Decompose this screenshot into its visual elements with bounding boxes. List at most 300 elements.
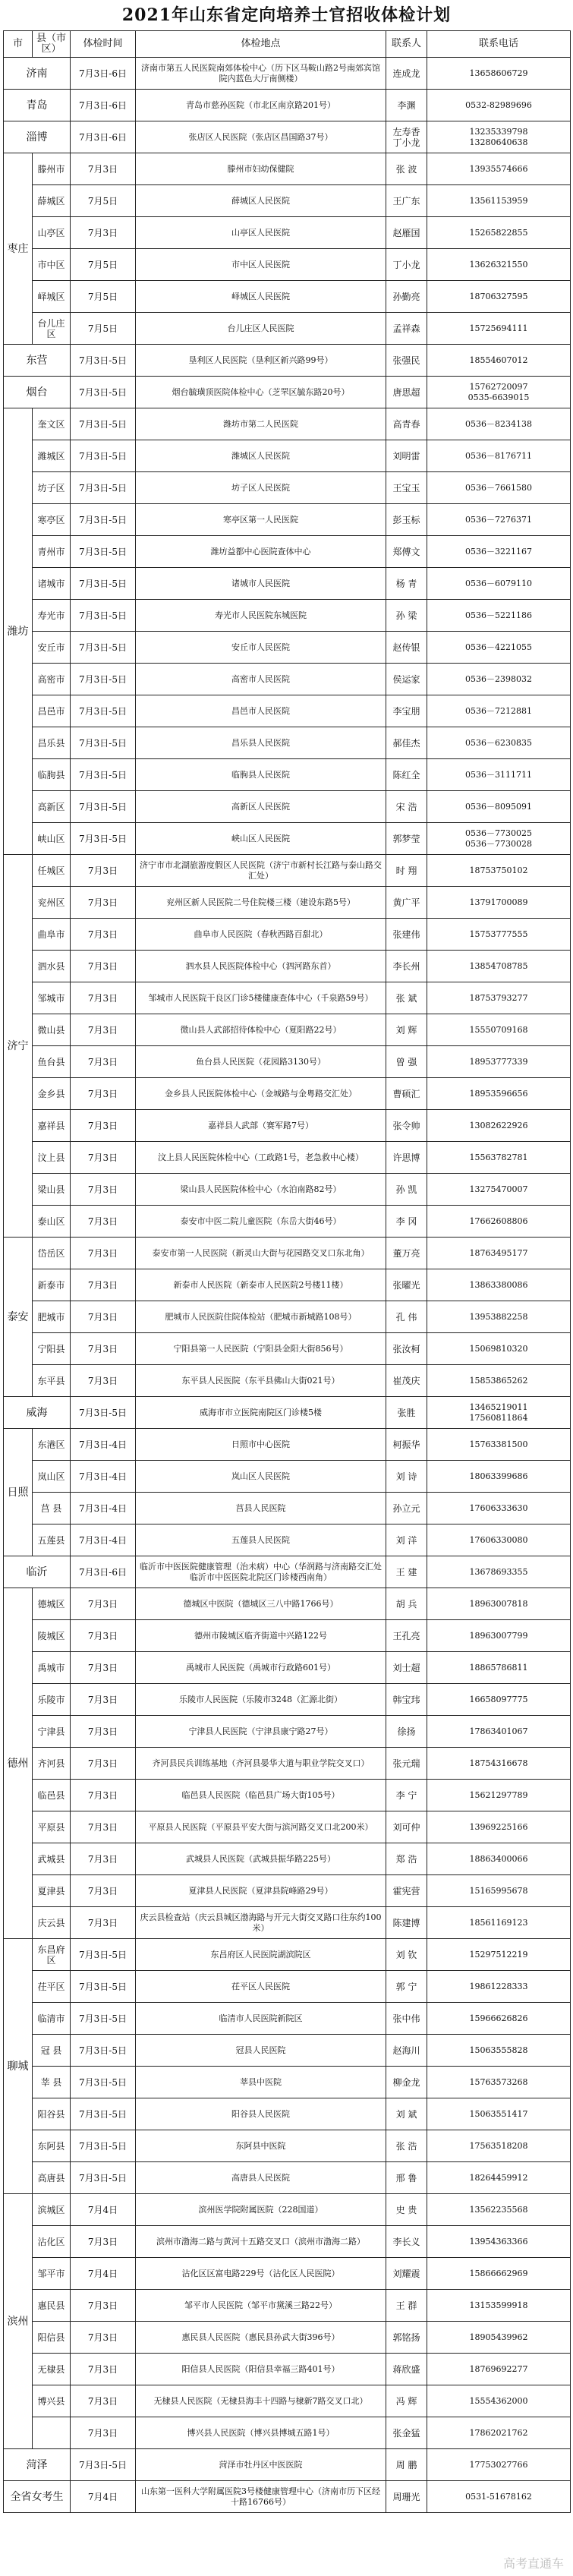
place-cell: 兖州区新人民医院二号住院楼三楼（建设东路5号）	[136, 887, 386, 919]
county-cell: 兖州区	[33, 887, 71, 919]
place-cell: 惠民县人民医院（惠民县孙武大街396号）	[136, 2322, 386, 2354]
time-cell: 7月3日-5日	[71, 791, 136, 823]
table-row	[4, 695, 571, 727]
phone-cell: 15725694111	[427, 313, 571, 345]
place-cell: 昌邑市人民医院	[136, 695, 386, 727]
place-cell: 安丘市人民医院	[136, 632, 386, 664]
contact-cell: 张金猛	[386, 2417, 427, 2449]
phone-cell: 13791700089	[427, 887, 571, 919]
time-cell: 7月3日	[71, 1238, 136, 1269]
watermark: 高考直通车	[502, 2556, 564, 2571]
contact-cell: 彭玉标	[386, 504, 427, 536]
time-cell: 7月3日-6日	[71, 90, 136, 121]
contact-cell: 赵雁国	[386, 217, 427, 249]
county-cell: 金乡县	[33, 1078, 71, 1110]
table-row	[4, 2035, 571, 2067]
phone-cell: 0536－7730025 0536－7730028	[427, 823, 571, 855]
county-cell: 无棣县	[33, 2354, 71, 2385]
county-cell: 台儿庄区	[33, 313, 71, 345]
place-cell: 德州市陵城区临齐街道中兴路122号	[136, 1620, 386, 1652]
contact-cell: 李渊	[386, 90, 427, 121]
phone-cell: 18905439962	[427, 2322, 571, 2354]
phone-cell: 0536－8176711	[427, 440, 571, 472]
place-cell: 滨州医学院附属医院（228国道）	[136, 2194, 386, 2226]
table-row	[4, 217, 571, 249]
county-cell: 鱼台县	[33, 1046, 71, 1078]
table-row	[4, 58, 571, 90]
table-row	[4, 2098, 571, 2130]
table-row	[4, 982, 571, 1014]
phone-cell: 15069810320	[427, 1333, 571, 1365]
time-cell: 7月3日	[71, 1652, 136, 1684]
table-row	[4, 2130, 571, 2162]
city-cell: 潍坊	[4, 408, 33, 855]
table-row	[4, 121, 571, 153]
phone-cell: 18554607012	[427, 345, 571, 377]
contact-cell: 赵传银	[386, 632, 427, 664]
time-cell: 7月3日	[71, 1046, 136, 1078]
contact-cell: 孙立元	[386, 1493, 427, 1524]
time-cell: 7月3日	[71, 1301, 136, 1333]
phone-cell: 13863380086	[427, 1269, 571, 1301]
table-row	[4, 408, 571, 440]
table-row	[4, 2162, 571, 2194]
place-cell: 新泰市人民医院（新泰市人民医院2号楼11楼）	[136, 1269, 386, 1301]
table-row	[4, 1716, 571, 1748]
place-cell: 莘县中医院	[136, 2067, 386, 2098]
table-header-row	[4, 31, 571, 58]
contact-cell: 刘 诗	[386, 1461, 427, 1493]
place-cell: 莒县人民医院	[136, 1493, 386, 1524]
phone-cell: 13954363366	[427, 2226, 571, 2258]
time-cell: 7月3日-5日	[71, 2162, 136, 2194]
contact-cell: 孙勤亮	[386, 281, 427, 313]
table-row	[4, 2290, 571, 2322]
time-cell: 7月3日-5日	[71, 2130, 136, 2162]
county-cell: 坊子区	[33, 472, 71, 504]
contact-cell: 孔 伟	[386, 1301, 427, 1333]
contact-cell: 张 波	[386, 153, 427, 185]
phone-cell: 18063399686	[427, 1461, 571, 1493]
contact-cell: 王广东	[386, 185, 427, 217]
phone-cell: 15165995678	[427, 1875, 571, 1907]
contact-cell: 刘 辉	[386, 1014, 427, 1046]
table-row	[4, 2449, 571, 2481]
table-row	[4, 2258, 571, 2290]
phone-cell: 0536－4221055	[427, 632, 571, 664]
table-row	[4, 1748, 571, 1780]
city-cell: 泰安	[4, 1238, 33, 1397]
time-cell: 7月3日	[71, 1811, 136, 1843]
phone-cell: 0536－5221186	[427, 600, 571, 632]
county-cell: 莘 县	[33, 2067, 71, 2098]
time-cell: 7月3日	[71, 1206, 136, 1238]
table-row	[4, 727, 571, 759]
county-cell: 昌乐县	[33, 727, 71, 759]
time-cell: 7月3日	[71, 2354, 136, 2385]
county-cell: 青州市	[33, 536, 71, 568]
contact-cell: 李长义	[386, 2226, 427, 2258]
phone-cell: 13082622926	[427, 1110, 571, 1142]
place-cell: 冠县人民医院	[136, 2035, 386, 2067]
time-cell: 7月3日-5日	[71, 472, 136, 504]
contact-cell: 宋 浩	[386, 791, 427, 823]
time-cell: 7月3日	[71, 153, 136, 185]
time-cell: 7月5日	[71, 281, 136, 313]
table-row	[4, 249, 571, 281]
contact-cell: 胡 兵	[386, 1588, 427, 1620]
city-cell: 济宁	[4, 855, 33, 1238]
contact-cell: 连成龙	[386, 58, 427, 90]
county-cell: 东阿县	[33, 2130, 71, 2162]
county-cell: 岱岳区	[33, 1238, 71, 1269]
time-cell: 7月3日	[71, 1365, 136, 1397]
table-row	[4, 791, 571, 823]
phone-cell: 17606330080	[427, 1524, 571, 1556]
county-cell: 高密市	[33, 664, 71, 695]
table-row	[4, 1174, 571, 1206]
time-cell: 7月3日-5日	[71, 664, 136, 695]
city-cell: 济南	[4, 58, 71, 90]
time-cell: 7月3日-4日	[71, 1493, 136, 1524]
place-cell: 日照市中心医院	[136, 1429, 386, 1461]
place-cell: 诸城市人民医院	[136, 568, 386, 600]
table-row	[4, 1301, 571, 1333]
contact-cell: 邢 鲁	[386, 2162, 427, 2194]
county-cell: 武城县	[33, 1843, 71, 1875]
table-row	[4, 1939, 571, 1971]
time-cell: 7月3日-6日	[71, 58, 136, 90]
county-cell: 嘉祥县	[33, 1110, 71, 1142]
contact-cell: 李长州	[386, 951, 427, 982]
time-cell: 7月3日-5日	[71, 2003, 136, 2035]
place-cell: 宁津县人民医院（宁津县康宁路27号）	[136, 1716, 386, 1748]
county-cell: 微山县	[33, 1014, 71, 1046]
contact-cell: 刘耀震	[386, 2258, 427, 2290]
place-cell: 博兴县人民医院（博兴县博城五路1号）	[136, 2417, 386, 2449]
county-cell: 夏津县	[33, 1875, 71, 1907]
place-cell: 潍城区人民医院	[136, 440, 386, 472]
county-cell: 诸城市	[33, 568, 71, 600]
place-cell: 张店区人民医院（张店区昌国路37号）	[136, 121, 386, 153]
time-cell: 7月3日-5日	[71, 2449, 136, 2481]
table-row	[4, 1556, 571, 1588]
place-cell: 潍坊市第二人民医院	[136, 408, 386, 440]
place-cell: 市中区人民医院	[136, 249, 386, 281]
table-row	[4, 1493, 571, 1524]
contact-cell: 张建伟	[386, 919, 427, 951]
county-cell: 平原县	[33, 1811, 71, 1843]
phone-cell: 0536－7661580	[427, 472, 571, 504]
contact-cell: 张强民	[386, 345, 427, 377]
county-cell: 高新区	[33, 791, 71, 823]
phone-cell: 0536－6079110	[427, 568, 571, 600]
time-cell: 7月3日-5日	[71, 600, 136, 632]
place-cell: 台儿庄区人民医院	[136, 313, 386, 345]
county-cell: 临朐县	[33, 759, 71, 791]
place-cell: 高密市人民医院	[136, 664, 386, 695]
time-cell: 7月3日	[71, 1716, 136, 1748]
contact-cell: 郑 浩	[386, 1843, 427, 1875]
city-cell: 德州	[4, 1588, 33, 1939]
place-cell: 滕州市妇幼保健院	[136, 153, 386, 185]
phone-cell: 18753793277	[427, 982, 571, 1014]
county-cell: 安丘市	[33, 632, 71, 664]
table-row	[4, 823, 571, 855]
city-cell: 聊城	[4, 1939, 33, 2194]
county-cell: 高唐县	[33, 2162, 71, 2194]
phone-cell: 15063555828	[427, 2035, 571, 2067]
table-row	[4, 1046, 571, 1078]
county-cell	[33, 2417, 71, 2449]
time-cell: 7月3日	[71, 2322, 136, 2354]
phone-cell: 18953777339	[427, 1046, 571, 1078]
phone-cell: 13235339798 13280640638	[427, 121, 571, 153]
contact-cell: 刘 钦	[386, 1939, 427, 1971]
table-row	[4, 2003, 571, 2035]
table-row	[4, 1780, 571, 1811]
place-cell: 金乡县人民医院体检中心（金城路与金粤路交汇处）	[136, 1078, 386, 1110]
time-cell: 7月3日	[71, 1142, 136, 1174]
phone-cell: 17563518208	[427, 2130, 571, 2162]
header-place: 体检地点	[136, 31, 386, 58]
time-cell: 7月3日-5日	[71, 345, 136, 377]
table-row	[4, 1811, 571, 1843]
place-cell: 泰安市第一人民医院（新灵山大街与花园路交叉口东北角）	[136, 1238, 386, 1269]
table-row	[4, 919, 571, 951]
phone-cell: 17862021762	[427, 2417, 571, 2449]
place-cell: 宁阳县第一人民医院（宁阳县金阳大街856号）	[136, 1333, 386, 1365]
time-cell: 7月3日	[71, 1014, 136, 1046]
phone-cell: 15621297789	[427, 1780, 571, 1811]
county-cell: 薛城区	[33, 185, 71, 217]
phone-cell: 13626321550	[427, 249, 571, 281]
page-title: 2021年山东省定向培养士官招收体检计划	[121, 5, 452, 25]
time-cell: 7月5日	[71, 249, 136, 281]
time-cell: 7月3日-5日	[71, 568, 136, 600]
table-row	[4, 504, 571, 536]
table-row	[4, 2194, 571, 2226]
phone-cell: 15966626826	[427, 2003, 571, 2035]
county-cell: 冠 县	[33, 2035, 71, 2067]
time-cell: 7月3日-4日	[71, 1461, 136, 1493]
table-body	[4, 58, 571, 2513]
table-row	[4, 90, 571, 121]
place-cell: 青岛市慈孙医院（市北区南京路201号）	[136, 90, 386, 121]
phone-cell: 0536－8095091	[427, 791, 571, 823]
contact-cell: 张汝柯	[386, 1333, 427, 1365]
contact-cell: 孙 梁	[386, 600, 427, 632]
time-cell: 7月3日-5日	[71, 536, 136, 568]
contact-cell: 张中伟	[386, 2003, 427, 2035]
county-cell: 曲阜市	[33, 919, 71, 951]
place-cell: 高新区人民医院	[136, 791, 386, 823]
phone-cell: 15853865262	[427, 1365, 571, 1397]
place-cell: 潍坊益都中心医院查体中心	[136, 536, 386, 568]
contact-cell: 郭梦莹	[386, 823, 427, 855]
time-cell: 7月3日	[71, 217, 136, 249]
time-cell: 7月3日	[71, 1620, 136, 1652]
table-row	[4, 1620, 571, 1652]
phone-cell: 13465219011 17560811864	[427, 1397, 571, 1429]
county-cell: 临邑县	[33, 1780, 71, 1811]
phone-cell: 0536－6230835	[427, 727, 571, 759]
time-cell: 7月3日-5日	[71, 440, 136, 472]
county-cell: 昌邑市	[33, 695, 71, 727]
time-cell: 7月3日-5日	[71, 759, 136, 791]
phone-cell: 18754316678	[427, 1748, 571, 1780]
phone-cell: 0536－2398032	[427, 664, 571, 695]
contact-cell: 李宝朋	[386, 695, 427, 727]
contact-cell: 韩宝玮	[386, 1684, 427, 1716]
phone-cell: 13935574666	[427, 153, 571, 185]
place-cell: 微山县人武部招待体检中心（夏阳路22号）	[136, 1014, 386, 1046]
county-cell: 市中区	[33, 249, 71, 281]
phone-cell: 16658097775	[427, 1684, 571, 1716]
table-row	[4, 1110, 571, 1142]
place-cell: 山东第一医科大学附属医院3号楼健康管理中心（济南市历下区经十路16766号）	[136, 2481, 386, 2513]
contact-cell: 杨 青	[386, 568, 427, 600]
contact-cell: 曹硕汇	[386, 1078, 427, 1110]
table-row	[4, 2354, 571, 2385]
phone-cell: 15297512219	[427, 1939, 571, 1971]
phone-cell: 18769692277	[427, 2354, 571, 2385]
contact-cell: 许思博	[386, 1142, 427, 1174]
phone-cell: 13561153959	[427, 185, 571, 217]
time-cell: 7月3日-5日	[71, 1971, 136, 2003]
phone-cell: 18963007799	[427, 1620, 571, 1652]
time-cell: 7月3日	[71, 855, 136, 887]
time-cell: 7月3日-5日	[71, 408, 136, 440]
time-cell: 7月3日-5日	[71, 695, 136, 727]
table-row	[4, 1652, 571, 1684]
contact-cell: 张 斌	[386, 982, 427, 1014]
place-cell: 东平县人民医院（东平县佛山大街021号）	[136, 1365, 386, 1397]
county-cell: 山亭区	[33, 217, 71, 249]
time-cell: 7月3日	[71, 1110, 136, 1142]
table-row	[4, 1429, 571, 1461]
phone-cell: 15763573268	[427, 2067, 571, 2098]
time-cell: 7月3日	[71, 1748, 136, 1780]
time-cell: 7月3日-6日	[71, 121, 136, 153]
place-cell: 庆云县检查站（庆云县城区渤海路与开元大街交叉路口往东约100米）	[136, 1907, 386, 1939]
county-cell: 临清市	[33, 2003, 71, 2035]
place-cell: 乐陵市人民医院（乐陵市3248（汇源北街）	[136, 1684, 386, 1716]
place-cell: 山亭区人民医院	[136, 217, 386, 249]
phone-cell: 13678693355	[427, 1556, 571, 1588]
phone-cell: 0532-82989696	[427, 90, 571, 121]
city-cell: 枣庄	[4, 153, 33, 345]
place-cell: 平原县人民医院（平原县平安大街与滨河路交叉口北200米）	[136, 1811, 386, 1843]
time-cell: 7月3日	[71, 982, 136, 1014]
time-cell: 7月3日-5日	[71, 377, 136, 408]
phone-cell: 18706327595	[427, 281, 571, 313]
contact-cell: 郭铭扬	[386, 2322, 427, 2354]
contact-cell: 王 建	[386, 1556, 427, 1588]
place-cell: 寿光市人民医院东城医院	[136, 600, 386, 632]
phone-cell: 15866662969	[427, 2258, 571, 2290]
time-cell: 7月4日	[71, 2194, 136, 2226]
table-row	[4, 887, 571, 919]
time-cell: 7月3日	[71, 1843, 136, 1875]
contact-cell: 时 翔	[386, 855, 427, 887]
contact-cell: 唐思超	[386, 377, 427, 408]
contact-cell: 郝佳杰	[386, 727, 427, 759]
contact-cell: 刘可仲	[386, 1811, 427, 1843]
county-cell: 禹城市	[33, 1652, 71, 1684]
phone-cell: 15763381500	[427, 1429, 571, 1461]
phone-cell: 15063551417	[427, 2098, 571, 2130]
time-cell: 7月3日	[71, 2226, 136, 2258]
contact-cell: 周 鹏	[386, 2449, 427, 2481]
header-phone: 联系电话	[427, 31, 571, 58]
county-cell: 邹城市	[33, 982, 71, 1014]
place-cell: 寒亭区第一人民医院	[136, 504, 386, 536]
table-row	[4, 313, 571, 345]
city-cell: 临沂	[4, 1556, 71, 1588]
county-cell: 东港区	[33, 1429, 71, 1461]
place-cell: 邹城市人民医院干良区门诊5楼健康查体中心（千泉路59号）	[136, 982, 386, 1014]
contact-cell: 张令帅	[386, 1110, 427, 1142]
county-cell: 德城区	[33, 1588, 71, 1620]
phone-cell: 17753027766	[427, 2449, 571, 2481]
phone-cell: 15265822855	[427, 217, 571, 249]
contact-cell: 侯运家	[386, 664, 427, 695]
time-cell: 7月3日	[71, 1684, 136, 1716]
time-cell: 7月4日	[71, 2258, 136, 2290]
contact-cell: 陈红全	[386, 759, 427, 791]
place-cell: 汶上县人民医院体检中心（工政路1号，老急救中心楼）	[136, 1142, 386, 1174]
header-city: 市	[4, 31, 33, 58]
time-cell: 7月3日-5日	[71, 1939, 136, 1971]
time-cell: 7月3日	[71, 1174, 136, 1206]
contact-cell: 高青春	[386, 408, 427, 440]
place-cell: 无棣县人民医院（无棣县海丰十四路与棣新7路交叉口北）	[136, 2385, 386, 2417]
county-cell: 沾化区	[33, 2226, 71, 2258]
table-row	[4, 855, 571, 887]
phone-cell: 0531-51678162	[427, 2481, 571, 2513]
table-row	[4, 472, 571, 504]
table-row	[4, 185, 571, 217]
contact-cell: 赵海川	[386, 2035, 427, 2067]
county-cell: 任城区	[33, 855, 71, 887]
table-row	[4, 1461, 571, 1493]
county-cell: 惠民县	[33, 2290, 71, 2322]
table-row	[4, 440, 571, 472]
county-cell: 博兴县	[33, 2385, 71, 2417]
county-cell: 寒亭区	[33, 504, 71, 536]
phone-cell: 0536－7276371	[427, 504, 571, 536]
contact-cell: 郑傅文	[386, 536, 427, 568]
contact-cell: 刘士超	[386, 1652, 427, 1684]
county-cell: 茌平区	[33, 1971, 71, 2003]
phone-cell: 17606333630	[427, 1493, 571, 1524]
contact-cell: 丁小龙	[386, 249, 427, 281]
time-cell: 7月3日	[71, 1269, 136, 1301]
phone-cell: 13953882258	[427, 1301, 571, 1333]
phone-cell: 19861228333	[427, 1971, 571, 2003]
contact-cell: 张曜光	[386, 1269, 427, 1301]
table-row	[4, 1269, 571, 1301]
phone-cell: 18953596656	[427, 1078, 571, 1110]
table-row	[4, 600, 571, 632]
time-cell: 7月3日-5日	[71, 2098, 136, 2130]
county-cell: 五莲县	[33, 1524, 71, 1556]
time-cell: 7月3日-5日	[71, 727, 136, 759]
place-cell: 威海市市立医院南院区门诊楼5楼	[136, 1397, 386, 1429]
table-row	[4, 1843, 571, 1875]
place-cell: 东昌府区人民医院湖滨院区	[136, 1939, 386, 1971]
